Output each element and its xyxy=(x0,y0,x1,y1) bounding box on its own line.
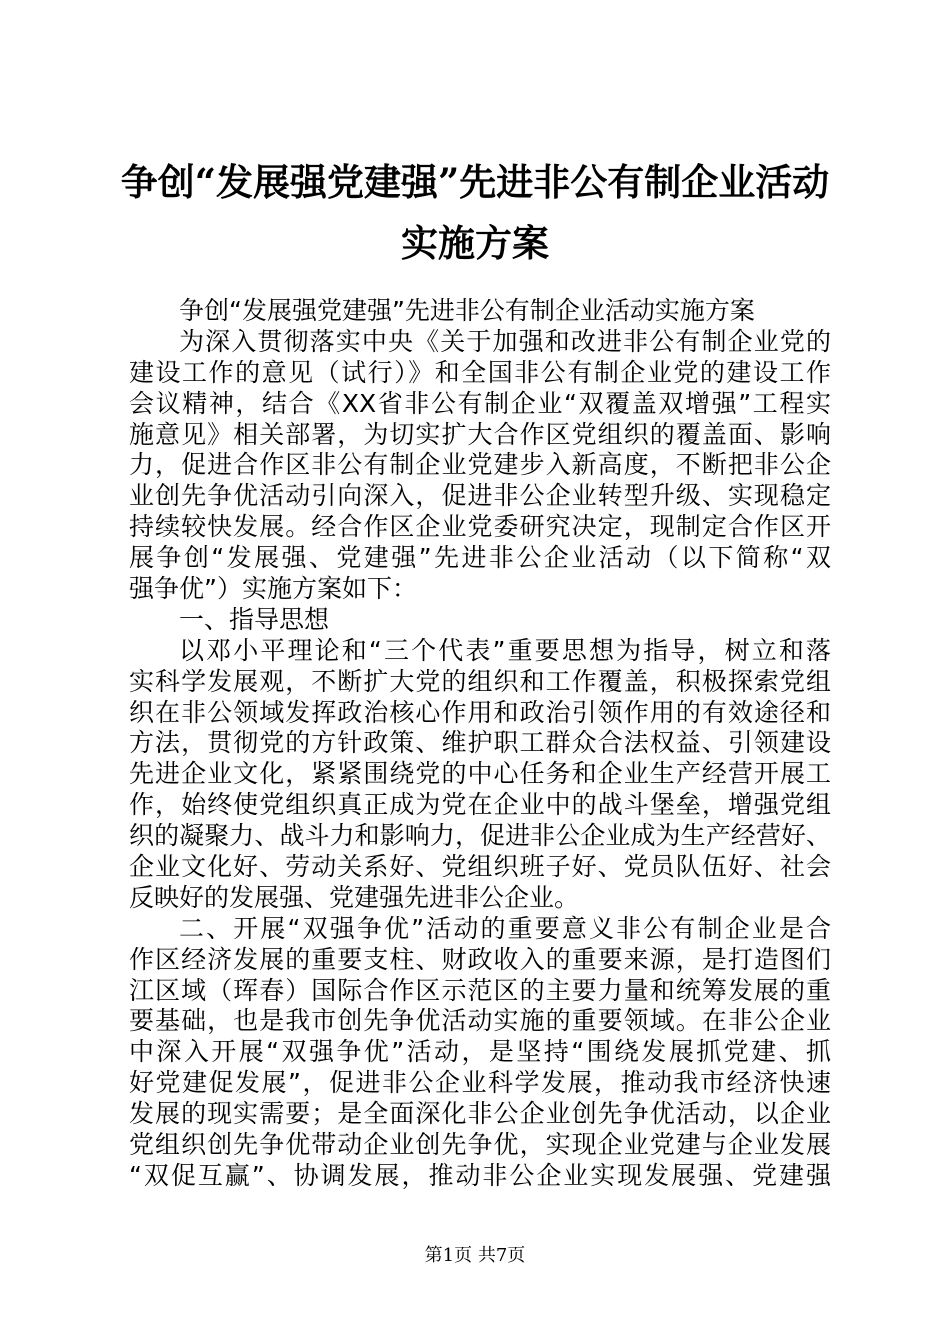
document-title-line-1: 争创“发展强党建强”先进非公有制企业活动 xyxy=(120,160,830,204)
body-line: 要基础，也是我市创先争优活动实施的重要领域。在非公企业 xyxy=(129,1006,831,1036)
body-line: 作，始终使党组织真正成为党在企业中的战斗堡垒，增强党组 xyxy=(129,790,831,820)
body-line: 会议精神，结合《XX省非公有制企业“双覆盖双增强”工程实 xyxy=(129,388,831,418)
body-line: 党组织创先争优带动企业创先争优，实现企业党建与企业发展 xyxy=(129,1130,831,1160)
document-body xyxy=(129,296,831,1192)
section-heading-guiding-thought: 一、指导思想 xyxy=(179,604,330,634)
body-line: 中深入开展“双强争优”活动，是坚持“围绕发展抓党建、抓 xyxy=(129,1037,831,1067)
body-line: 反映好的发展强、党建强先进非公企业。 xyxy=(129,882,580,912)
body-line: 施意见》相关部署，为切实扩大合作区党组织的覆盖面、影响 xyxy=(129,419,831,449)
body-line: 持续较快发展。经合作区企业党委研究决定，现制定合作区开 xyxy=(129,512,831,542)
body-line: 展争创“发展强、党建强”先进非公企业活动（以下简称“双 xyxy=(129,543,831,573)
body-line: 实科学发展观，不断扩大党的组织和工作覆盖，积极探索党组 xyxy=(129,666,831,696)
body-line: 建设工作的意见（试行）》和全国非公有制企业党的建设工作 xyxy=(129,357,831,387)
body-line: 业创先争优活动引向深入，促进非公企业转型升级、实现稳定 xyxy=(129,481,831,511)
body-line: 企业文化好、劳动关系好、党组织班子好、党员队伍好、社会 xyxy=(129,852,831,882)
body-line: 为深入贯彻落实中央《关于加强和改进非公有制企业党的 xyxy=(179,326,831,356)
page-footer: 第1页 共7页 xyxy=(424,1245,526,1266)
body-line: 力，促进合作区非公有制企业党建步入新高度，不断把非公企 xyxy=(129,450,831,480)
body-line: 织在非公领域发挥政治核心作用和政治引领作用的有效途径和 xyxy=(129,697,831,727)
body-line: 以邓小平理论和“三个代表”重要思想为指导，树立和落 xyxy=(179,635,831,665)
body-line-subtitle: 争创“发展强党建强”先进非公有制企业活动实施方案 xyxy=(179,296,755,325)
body-line: 江区域（珲春）国际合作区示范区的主要力量和统筹发展的重 xyxy=(129,975,831,1005)
body-line: 先进企业文化，紧紧围绕党的中心任务和企业生产经营开展工 xyxy=(129,759,831,789)
body-line: 织的凝聚力、战斗力和影响力，促进非公企业成为生产经营好、 xyxy=(129,821,831,851)
body-line: “双促互赢”、协调发展，推动非公企业实现发展强、党建强 xyxy=(129,1160,831,1190)
body-line: 强争优”）实施方案如下： xyxy=(129,574,417,604)
body-line: 好党建促发展”，促进非公企业科学发展，推动我市经济快速 xyxy=(129,1068,831,1098)
body-line: 作区经济发展的重要支柱、财政收入的重要来源，是打造图们 xyxy=(129,944,831,974)
document-title-line-2: 实施方案 xyxy=(401,221,549,265)
body-line: 发展的现实需要；是全面深化非公企业创先争优活动，以企业 xyxy=(129,1099,831,1129)
body-line: 方法，贯彻党的方针政策、维护职工群众合法权益、引领建设 xyxy=(129,728,831,758)
section-heading-significance: 二、开展“双强争优”活动的重要意义非公有制企业是合 xyxy=(179,913,831,943)
